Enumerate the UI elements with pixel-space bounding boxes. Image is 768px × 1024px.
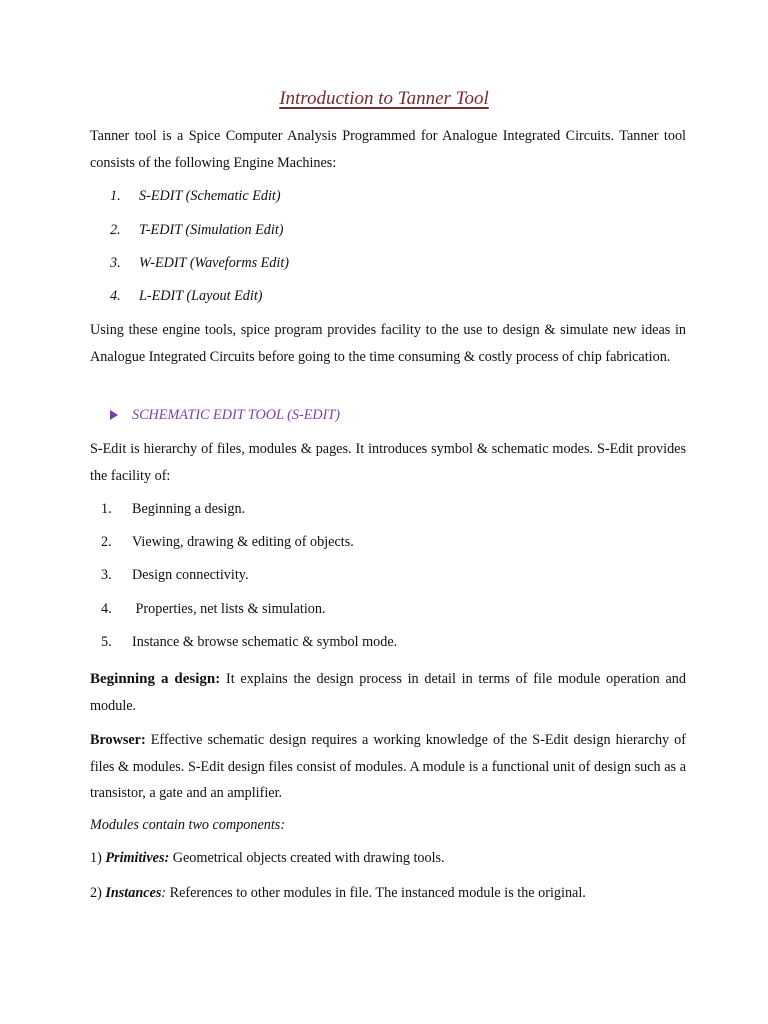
list-item-text: W-EDIT (Waveforms Edit) bbox=[139, 255, 289, 271]
browser-text: Effective schematic design requires a working knowledge of the S-Edit design hierarchy of files & modules. S-Edit design files consist of modules. A module is a functional unit of design such as a transistor, a gate and an amplifier. bbox=[90, 732, 686, 801]
list-item-number: 1. bbox=[110, 188, 121, 204]
list-item-text: Viewing, drawing & editing of objects. bbox=[132, 534, 354, 550]
list-item-text: S-EDIT (Schematic Edit) bbox=[139, 188, 281, 204]
arrow-bullet-icon bbox=[110, 410, 118, 420]
modules-intro: Modules contain two components: bbox=[90, 817, 286, 833]
beginning-text: It explains the design process in detail in terms of file module operation and module. bbox=[90, 671, 686, 714]
usage-paragraph: Using these engine tools, spice program provides facility to the use to design & simulate new ideas in Analogue Integrated Circuits before going to the time consuming & costly process of chip fabrication. bbox=[90, 322, 686, 365]
section-heading bbox=[110, 405, 340, 425]
list-item-number: 3. bbox=[110, 255, 121, 271]
list-item-text: T-EDIT (Simulation Edit) bbox=[139, 222, 284, 238]
component-number: 2) bbox=[90, 885, 106, 901]
component-text: References to other modules in file. The instanced module is the original. bbox=[166, 885, 586, 901]
list-item-number: 2. bbox=[110, 222, 121, 238]
list-item-number: 4. bbox=[101, 601, 112, 617]
list-item-text: L-EDIT (Layout Edit) bbox=[139, 288, 263, 304]
list-item-text: Properties, net lists & simulation. bbox=[132, 601, 326, 617]
list-item-text: Design connectivity. bbox=[132, 567, 249, 583]
component-item bbox=[90, 848, 445, 868]
browser-label: Browser: bbox=[90, 732, 146, 748]
component-item bbox=[90, 883, 586, 903]
section-heading-text: SCHEMATIC EDIT TOOL (S-EDIT) bbox=[132, 407, 340, 423]
component-label: Instances bbox=[105, 885, 162, 901]
list-item-number: 5. bbox=[101, 634, 112, 650]
component-text: Geometrical objects created with drawing tools. bbox=[169, 850, 445, 866]
sedit-intro-paragraph: S-Edit is hierarchy of files, modules & pages. It introduces symbol & schematic modes. S-Edit provides the facility of: bbox=[90, 441, 686, 484]
beginning-label: Beginning a design: bbox=[90, 671, 221, 687]
beginning-paragraph bbox=[90, 666, 686, 719]
intro-paragraph: Tanner tool is a Spice Computer Analysis Programmed for Analogue Integrated Circuits. Tanner tool consists of the following Engine Machines: bbox=[90, 128, 686, 171]
component-number: 1) bbox=[90, 850, 106, 866]
browser-paragraph bbox=[90, 727, 686, 807]
list-item-number: 3. bbox=[101, 567, 112, 583]
list-item-number: 2. bbox=[101, 534, 112, 550]
document-title: Introduction to Tanner Tool bbox=[279, 88, 489, 109]
component-separator: : bbox=[161, 885, 167, 901]
list-item-number: 1. bbox=[101, 501, 112, 517]
list-item-text: Instance & browse schematic & symbol mode. bbox=[132, 634, 398, 650]
component-label: Primitives: bbox=[105, 850, 170, 866]
list-item-number: 4. bbox=[110, 288, 121, 304]
list-item-text: Beginning a design. bbox=[132, 501, 246, 517]
